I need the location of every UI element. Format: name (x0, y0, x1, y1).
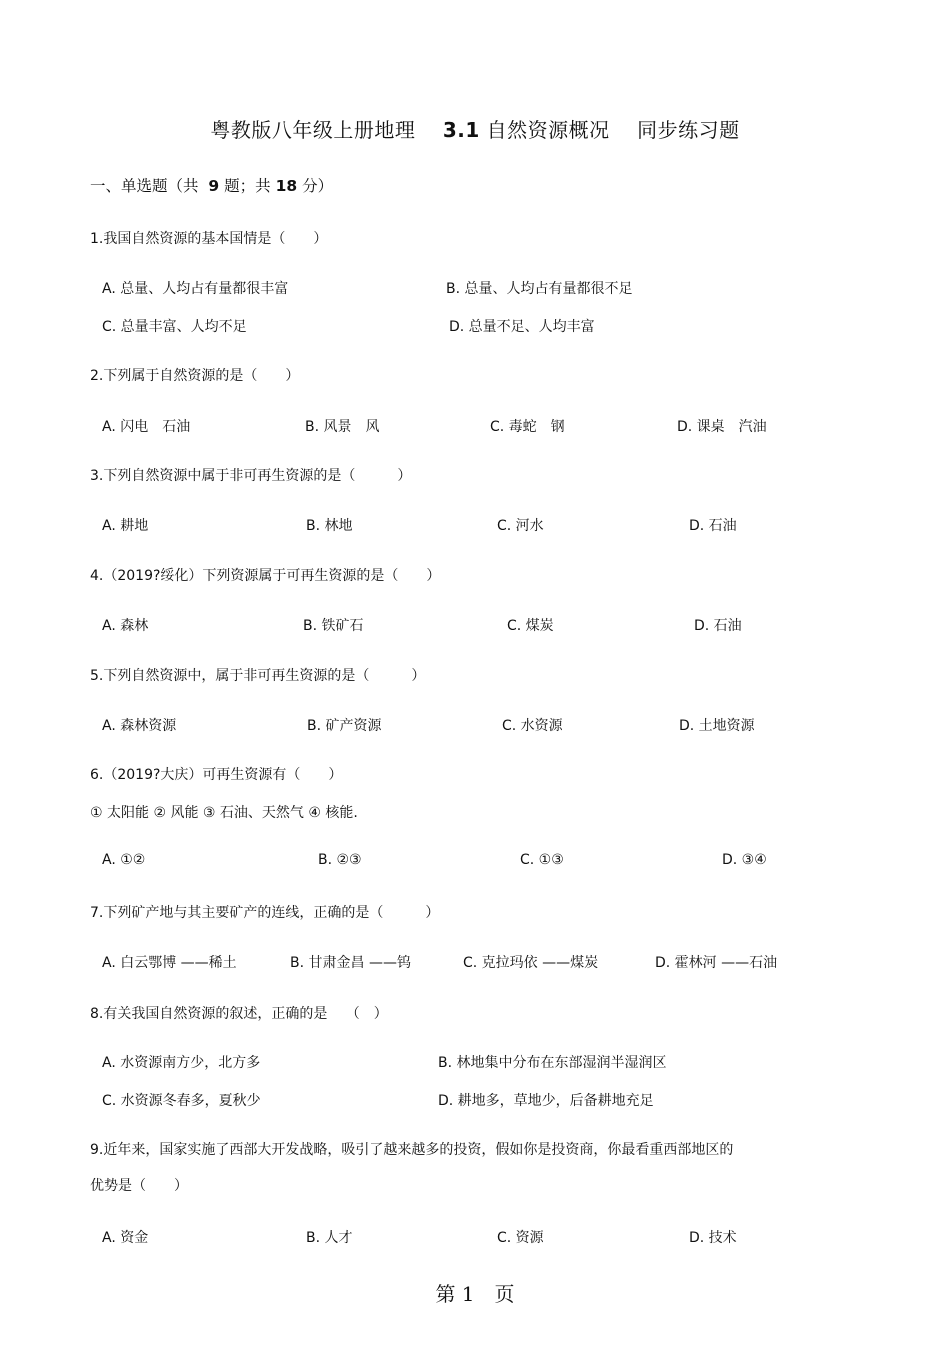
title-prefix: 粤教版八年级上册地理 (210, 118, 416, 142)
q9-option-a: A. 资金 (102, 1230, 149, 1246)
q9-option-d: D. 技术 (689, 1230, 737, 1246)
page-number: 第 1 页 (435, 1282, 515, 1306)
title-name: 自然资源概况 (486, 118, 610, 142)
question-3-stem: 3.下列自然资源中属于非可再生资源的是（ ） (90, 468, 412, 484)
question-6-stem: 6.（2019?大庆）可再生资源有（ ） (90, 767, 343, 783)
q4-option-c: C. 煤炭 (507, 618, 554, 634)
q3-option-a: A. 耕地 (102, 518, 149, 534)
q1-option-a: A. 总量、人均占有量都很丰富 (102, 281, 289, 297)
q5-option-a: A. 森林资源 (102, 718, 177, 734)
q1-option-c: C. 总量丰富、人均不足 (102, 319, 247, 335)
q3-option-c: C. 河水 (497, 518, 544, 534)
q1-option-b: B. 总量、人均占有量都很不足 (446, 281, 633, 297)
q9-option-b: B. 人才 (306, 1230, 353, 1246)
document-title (0, 114, 950, 143)
question-7-stem: 7.下列矿产地与其主要矿产的连线，正确的是（ ） (90, 905, 440, 921)
question-9-stem: 9.近年来，国家实施了西部大开发战略，吸引了越来越多的投资，假如你是投资商，你最看重西部地区的 (90, 1142, 734, 1158)
q5-option-b: B. 矿产资源 (307, 718, 382, 734)
q4-option-b: B. 铁矿石 (303, 618, 364, 634)
q2-option-b: B. 风景 风 (305, 419, 380, 435)
q8-option-c: C. 水资源冬春多，夏秋少 (102, 1093, 261, 1109)
q9-option-c: C. 资源 (497, 1230, 544, 1246)
q6-option-d: D. ③④ (722, 852, 767, 868)
q5-option-c: C. 水资源 (502, 718, 563, 734)
q8-option-a: A. 水资源南方少，北方多 (102, 1055, 261, 1071)
question-9-stem-cont: 优势是（ ） (90, 1178, 188, 1194)
q8-option-d: D. 耕地多，草地少，后备耕地充足 (438, 1093, 654, 1109)
question-5-stem: 5.下列自然资源中，属于非可再生资源的是（ ） (90, 668, 426, 684)
question-8-stem: 8.有关我国自然资源的叙述，正确的是 （ ） (90, 1006, 388, 1022)
section-heading: 一、单选题（共 9 题；共 18 分） (90, 177, 334, 195)
q6-option-b: B. ②③ (318, 852, 362, 868)
q4-option-a: A. 森林 (102, 618, 149, 634)
q6-option-a: A. ①② (102, 852, 146, 868)
title-suffix: 同步练习题 (637, 118, 740, 142)
question-6-choices: ① 太阳能 ② 风能 ③ 石油、天然气 ④ 核能. (90, 805, 358, 821)
q6-option-c: C. ①③ (520, 852, 564, 868)
q2-option-d: D. 课桌 汽油 (677, 419, 767, 435)
q5-option-d: D. 土地资源 (679, 718, 755, 734)
q7-option-b: B. 甘肃金昌 ——钨 (290, 955, 411, 971)
title-number: 3.1 (442, 118, 480, 142)
question-2-stem: 2.下列属于自然资源的是（ ） (90, 368, 300, 384)
q8-option-b: B. 林地集中分布在东部湿润半湿润区 (438, 1055, 667, 1071)
q2-option-c: C. 毒蛇 钢 (490, 419, 565, 435)
q4-option-d: D. 石油 (694, 618, 742, 634)
q7-option-d: D. 霍林河 ——石油 (655, 955, 778, 971)
q3-option-b: B. 林地 (306, 518, 353, 534)
q2-option-a: A. 闪电 石油 (102, 419, 191, 435)
q3-option-d: D. 石油 (689, 518, 737, 534)
q1-option-d: D. 总量不足、人均丰富 (449, 319, 595, 335)
question-1-stem: 1.我国自然资源的基本国情是（ ） (90, 231, 328, 247)
q7-option-c: C. 克拉玛依 ——煤炭 (463, 955, 599, 971)
q7-option-a: A. 白云鄂博 ——稀土 (102, 955, 237, 971)
question-4-stem: 4.（2019?绥化）下列资源属于可再生资源的是（ ） (90, 568, 441, 584)
